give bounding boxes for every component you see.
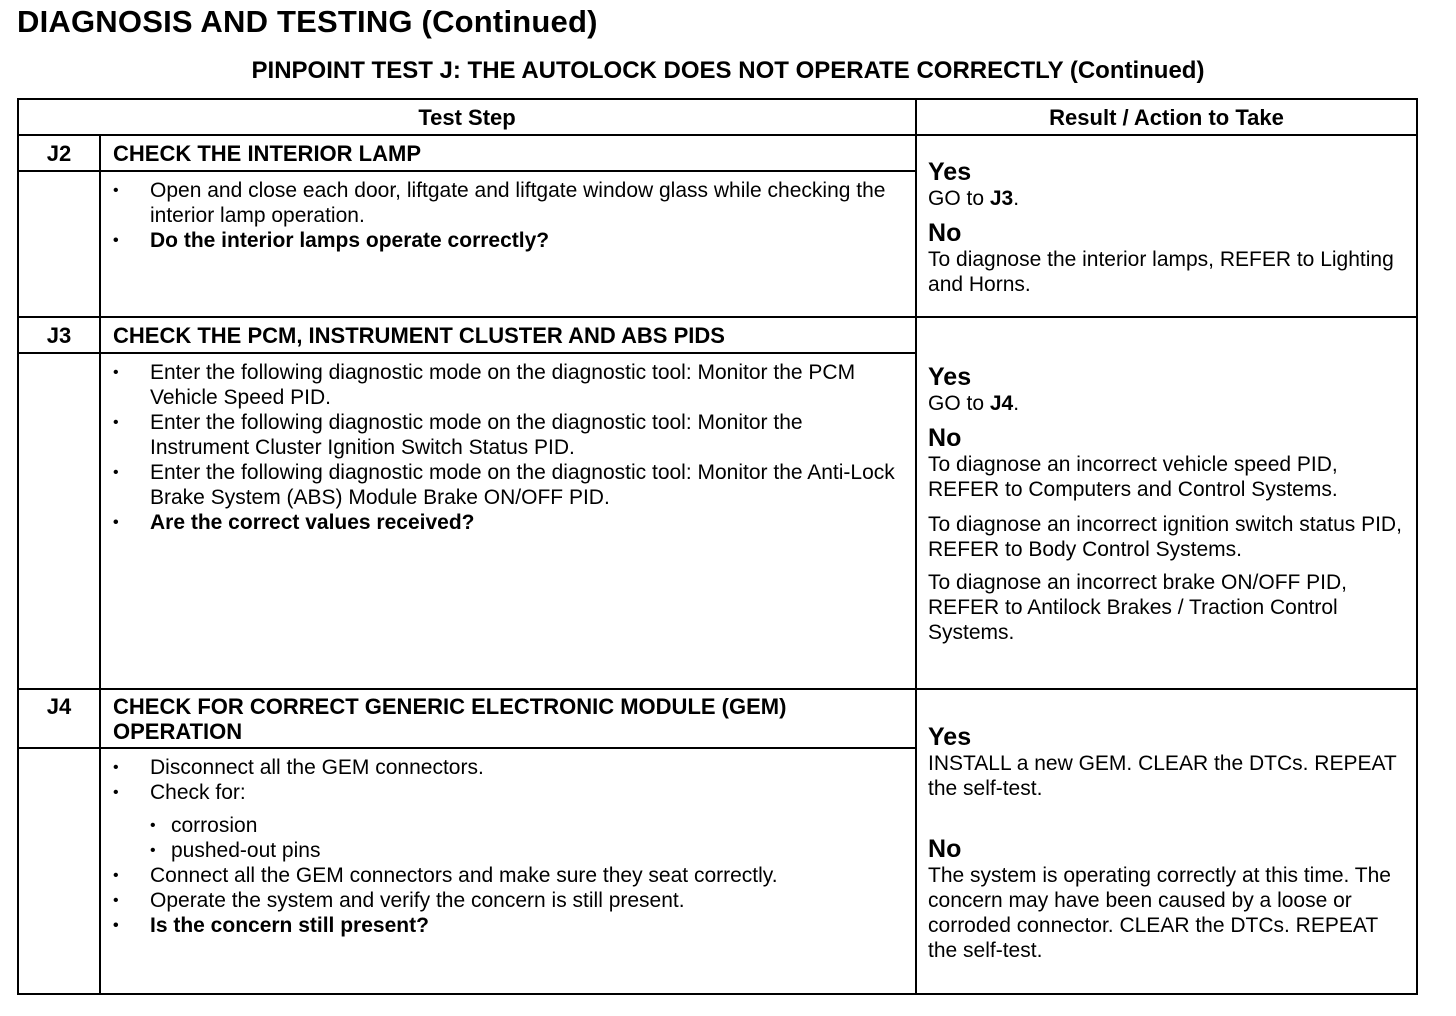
blank-id-cell — [18, 353, 100, 689]
step-body-j2 — [100, 171, 916, 317]
result-no-text: To diagnose an incorrect brake ON/OFF PID, REFER to Antilock Brakes / Traction Control Systems. — [928, 571, 1348, 644]
blank-id-cell — [18, 171, 100, 317]
step-j3-title-row — [18, 317, 1417, 353]
blank-id-cell — [18, 748, 100, 994]
header-test-step: Test Step — [18, 99, 916, 135]
list-item: • Open and close each door, liftgate and liftgate window glass while checking the interior lamp operation. — [113, 178, 903, 228]
step-title-cell — [100, 135, 916, 171]
table-header-row — [18, 99, 1417, 135]
step-question: • Are the correct values received? — [113, 510, 903, 535]
result-no-text: To diagnose an incorrect ignition switch status PID, REFER to Body Control Systems. — [928, 513, 1402, 561]
result-j2 — [916, 135, 1417, 317]
pinpoint-test-table — [17, 98, 1418, 995]
step-id-j4: J4 — [18, 689, 100, 748]
step-id-j2: J2 — [18, 135, 100, 171]
sub-bullets — [150, 813, 903, 863]
step-j4-title-row — [18, 689, 1417, 748]
list-item: • Disconnect all the GEM connectors. — [113, 755, 903, 780]
result-no-label: No — [928, 424, 962, 452]
step-bullets-j2 — [101, 172, 915, 261]
step-j2-title-row — [18, 135, 1417, 171]
list-item: • Enter the following diagnostic mode on the diagnostic tool: Monitor the PCM Vehicle Speed PID. — [113, 360, 903, 410]
sub-list-item: • pushed-out pins — [150, 838, 903, 863]
result-yes-label: Yes — [928, 363, 972, 391]
list-item: • Operate the system and verify the concern is still present. — [113, 888, 903, 913]
step-question: • Do the interior lamps operate correctly? — [113, 228, 903, 253]
result-j3 — [916, 317, 1417, 689]
result-j4 — [916, 689, 1417, 994]
pinpoint-test-title: PINPOINT TEST J: THE AUTOLOCK DOES NOT OPERATE CORRECTLY (Continued) — [251, 57, 1205, 84]
step-question: • Is the concern still present? — [113, 913, 903, 938]
step-title-j4: CHECK FOR CORRECT GENERIC ELECTRONIC MODULE (GEM) OPERATION — [113, 694, 787, 744]
step-bullets-j4 — [101, 749, 915, 946]
result-no-label: No — [928, 218, 962, 247]
result-yes-text: GO to J4. — [928, 392, 1020, 415]
step-bullets-j3 — [101, 354, 915, 543]
list-item: • Enter the following diagnostic mode on the diagnostic tool: Monitor the Instrument Cluster Ignition Switch Status PID. — [113, 410, 903, 460]
sub-list-item: • corrosion — [150, 813, 903, 838]
step-body-j4 — [100, 748, 916, 994]
step-title-j2: CHECK THE INTERIOR LAMP — [113, 141, 421, 166]
list-item — [113, 780, 903, 863]
result-yes-label: Yes — [928, 157, 972, 186]
step-title-cell — [100, 317, 916, 353]
list-item-label: Check for: — [150, 781, 246, 804]
list-item: • Enter the following diagnostic mode on the diagnostic tool: Monitor the Anti-Lock Brake System (ABS) Module Brake ON/OFF PID. — [113, 460, 903, 510]
step-body-j3 — [100, 353, 916, 689]
result-yes-text: GO to J3. — [928, 186, 1020, 210]
step-title-j3: CHECK THE PCM, INSTRUMENT CLUSTER AND ABS PIDS — [113, 323, 725, 348]
result-no-text: To diagnose an incorrect vehicle speed PID, REFER to Computers and Control Systems. — [928, 453, 1338, 501]
result-no-text: To diagnose the interior lamps, REFER to Lighting and Horns. — [928, 247, 1394, 296]
page-title: DIAGNOSIS AND TESTING (Continued) — [17, 4, 598, 39]
step-title-cell — [100, 689, 916, 748]
result-no-text: The system is operating correctly at this time. The concern may have been caused by a loose or corroded connector. CLEAR the DTCs. REPEAT the self-test. — [928, 863, 1391, 962]
result-no-label: No — [928, 834, 962, 863]
result-yes-label: Yes — [928, 722, 972, 751]
list-item: • Connect all the GEM connectors and make sure they seat correctly. — [113, 863, 903, 888]
result-yes-text: INSTALL a new GEM. CLEAR the DTCs. REPEAT the self-test. — [928, 751, 1397, 800]
step-id-j3: J3 — [18, 317, 100, 353]
header-result: Result / Action to Take — [916, 99, 1417, 135]
